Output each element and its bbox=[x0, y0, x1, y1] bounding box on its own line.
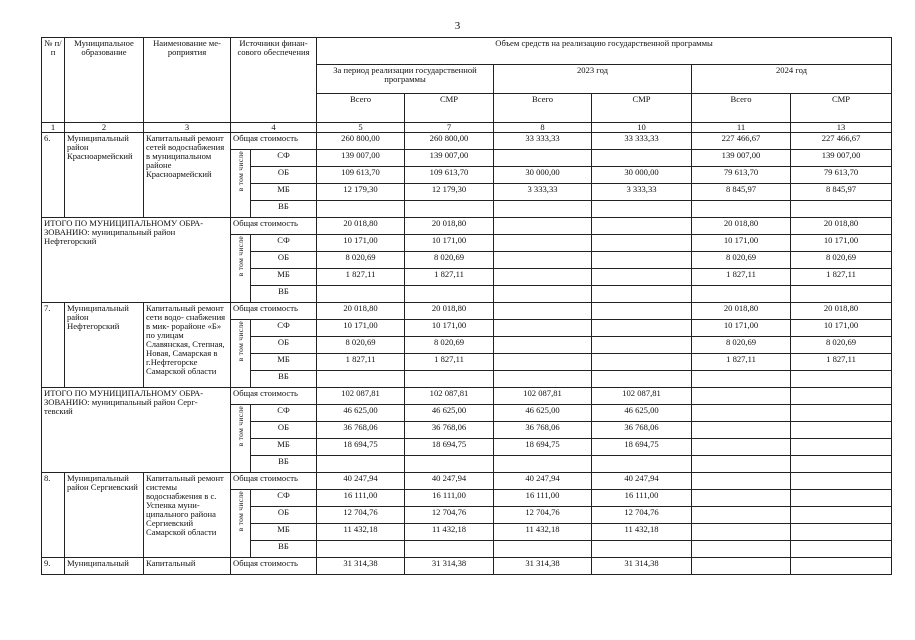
amount-cell: 18 694,75 bbox=[494, 439, 592, 456]
column-number: 11 bbox=[692, 123, 791, 133]
amount-cell bbox=[791, 371, 892, 388]
amount-cell bbox=[692, 422, 791, 439]
amount-cell bbox=[791, 473, 892, 490]
amount-cell bbox=[791, 507, 892, 524]
amount-cell bbox=[494, 337, 592, 354]
amount-cell bbox=[494, 218, 592, 235]
amount-cell bbox=[405, 371, 494, 388]
amount-cell bbox=[592, 286, 692, 303]
amount-cell: 31 314,38 bbox=[592, 558, 692, 575]
amount-cell: 11 432,18 bbox=[317, 524, 405, 541]
amount-cell: 10 171,00 bbox=[405, 235, 494, 252]
amount-cell bbox=[692, 507, 791, 524]
amount-cell bbox=[592, 201, 692, 218]
amount-cell: 8 020,69 bbox=[317, 337, 405, 354]
amount-cell: 40 247,94 bbox=[592, 473, 692, 490]
total-cost-label: Общая стоимость bbox=[231, 388, 317, 405]
amount-cell bbox=[494, 252, 592, 269]
in-that-number-text: в том числе bbox=[235, 321, 245, 362]
header-period-smr: СМР bbox=[405, 94, 494, 123]
amount-cell bbox=[592, 269, 692, 286]
amount-cell: 46 625,00 bbox=[405, 405, 494, 422]
amount-cell: 8 020,69 bbox=[692, 252, 791, 269]
amount-cell bbox=[692, 405, 791, 422]
amount-cell: 3 333,33 bbox=[592, 184, 692, 201]
amount-cell: 8 020,69 bbox=[317, 252, 405, 269]
amount-cell bbox=[592, 303, 692, 320]
header-year-2023: 2023 год bbox=[494, 65, 692, 94]
amount-cell bbox=[494, 354, 592, 371]
amount-cell: 10 171,00 bbox=[791, 235, 892, 252]
header-row-1 bbox=[42, 38, 892, 65]
amount-cell: 10 171,00 bbox=[692, 235, 791, 252]
amount-cell bbox=[317, 201, 405, 218]
amount-cell bbox=[692, 439, 791, 456]
in-that-number-label bbox=[231, 150, 251, 218]
amount-cell: 10 171,00 bbox=[791, 320, 892, 337]
amount-cell bbox=[592, 252, 692, 269]
amount-cell bbox=[791, 286, 892, 303]
amount-cell: 11 432,18 bbox=[405, 524, 494, 541]
amount-cell: 40 247,94 bbox=[405, 473, 494, 490]
row-number: 8. bbox=[42, 473, 65, 558]
amount-cell: 11 432,18 bbox=[494, 524, 592, 541]
measure-name: Капитальный ремонт сетей водоснабжения в муниципальном районе Красноармейский bbox=[144, 133, 231, 218]
header-year-2024: 2024 год bbox=[692, 65, 892, 94]
amount-cell bbox=[494, 286, 592, 303]
amount-cell: 1 827,11 bbox=[317, 269, 405, 286]
column-number-row bbox=[42, 123, 892, 133]
header-period-all: Всего bbox=[317, 94, 405, 123]
column-number: 10 bbox=[592, 123, 692, 133]
amount-cell: 20 018,80 bbox=[317, 303, 405, 320]
amount-cell: 16 111,00 bbox=[405, 490, 494, 507]
funding-source-label: ОБ bbox=[251, 337, 317, 354]
amount-cell: 1 827,11 bbox=[791, 269, 892, 286]
amount-cell: 12 704,76 bbox=[317, 507, 405, 524]
header-measure: Наименование ме- роприятия bbox=[144, 38, 231, 123]
amount-cell: 46 625,00 bbox=[317, 405, 405, 422]
amount-cell bbox=[494, 235, 592, 252]
column-number: 8 bbox=[494, 123, 592, 133]
column-number: 4 bbox=[231, 123, 317, 133]
row-number: 9. bbox=[42, 558, 65, 575]
amount-cell bbox=[791, 388, 892, 405]
amount-cell bbox=[592, 354, 692, 371]
amount-cell bbox=[692, 558, 791, 575]
amount-cell: 20 018,80 bbox=[791, 218, 892, 235]
amount-cell: 11 432,18 bbox=[592, 524, 692, 541]
amount-cell: 20 018,80 bbox=[791, 303, 892, 320]
amount-cell: 20 018,80 bbox=[405, 303, 494, 320]
amount-cell: 227 466,67 bbox=[692, 133, 791, 150]
total-label: ИТОГО ПО МУНИЦИПАЛЬНОМУ ОБРА- ЗОВАНИЮ: муниципальный район Серг- тевский bbox=[42, 388, 231, 473]
amount-cell: 18 694,75 bbox=[405, 439, 494, 456]
amount-cell: 8 020,69 bbox=[405, 337, 494, 354]
funding-source-label: ВБ bbox=[251, 201, 317, 218]
funding-source-label: ОБ bbox=[251, 422, 317, 439]
amount-cell: 79 613,70 bbox=[692, 167, 791, 184]
amount-cell: 139 007,00 bbox=[405, 150, 494, 167]
amount-cell bbox=[592, 541, 692, 558]
amount-cell: 10 171,00 bbox=[317, 235, 405, 252]
funding-source-label: СФ bbox=[251, 320, 317, 337]
amount-cell: 20 018,80 bbox=[317, 218, 405, 235]
amount-cell bbox=[592, 150, 692, 167]
amount-cell: 30 000,00 bbox=[592, 167, 692, 184]
header-2024-smr: СМР bbox=[791, 94, 892, 123]
amount-cell: 139 007,00 bbox=[317, 150, 405, 167]
amount-cell: 46 625,00 bbox=[494, 405, 592, 422]
amount-cell bbox=[592, 371, 692, 388]
amount-cell: 30 000,00 bbox=[494, 167, 592, 184]
municipality-name: Муниципальный район Красноармейский bbox=[65, 133, 144, 218]
total-cost-label: Общая стоимость bbox=[231, 303, 317, 320]
amount-cell: 31 314,38 bbox=[494, 558, 592, 575]
amount-cell: 227 466,67 bbox=[791, 133, 892, 150]
amount-cell: 18 694,75 bbox=[592, 439, 692, 456]
amount-cell: 1 827,11 bbox=[405, 354, 494, 371]
funding-source-label: ОБ bbox=[251, 167, 317, 184]
column-number: 2 bbox=[65, 123, 144, 133]
amount-cell: 8 845,97 bbox=[692, 184, 791, 201]
table-row bbox=[42, 473, 892, 490]
total-cost-label: Общая стоимость bbox=[231, 558, 317, 575]
amount-cell: 102 087,81 bbox=[494, 388, 592, 405]
amount-cell: 20 018,80 bbox=[692, 218, 791, 235]
amount-cell: 20 018,80 bbox=[692, 303, 791, 320]
amount-cell: 36 768,06 bbox=[317, 422, 405, 439]
amount-cell bbox=[317, 456, 405, 473]
amount-cell bbox=[317, 371, 405, 388]
measure-name: Капитальный bbox=[144, 558, 231, 575]
amount-cell bbox=[494, 150, 592, 167]
funding-source-label: ОБ bbox=[251, 252, 317, 269]
in-that-number-label bbox=[231, 405, 251, 473]
amount-cell bbox=[494, 303, 592, 320]
measure-name: Капитальный ремонт сети водо- снабжения в мик- рорайоне «Б» по улицам Славянская, Степная, Новая, Самарская в г.Нефтегорске Самарской области bbox=[144, 303, 231, 388]
funding-source-label: СФ bbox=[251, 490, 317, 507]
amount-cell: 12 704,76 bbox=[494, 507, 592, 524]
amount-cell: 36 768,06 bbox=[405, 422, 494, 439]
header-num: № п/п bbox=[42, 38, 65, 123]
amount-cell: 16 111,00 bbox=[494, 490, 592, 507]
amount-cell: 33 333,33 bbox=[592, 133, 692, 150]
in-that-number-text: в том числе bbox=[235, 236, 245, 277]
amount-cell: 3 333,33 bbox=[494, 184, 592, 201]
amount-cell bbox=[692, 388, 791, 405]
amount-cell bbox=[692, 490, 791, 507]
amount-cell: 40 247,94 bbox=[494, 473, 592, 490]
amount-cell: 109 613,70 bbox=[317, 167, 405, 184]
row-number: 6. bbox=[42, 133, 65, 218]
amount-cell: 8 020,69 bbox=[692, 337, 791, 354]
amount-cell bbox=[494, 269, 592, 286]
amount-cell bbox=[494, 371, 592, 388]
header-2023-smr: СМР bbox=[592, 94, 692, 123]
amount-cell bbox=[791, 201, 892, 218]
amount-cell bbox=[791, 558, 892, 575]
total-row bbox=[42, 218, 892, 235]
amount-cell: 1 827,11 bbox=[405, 269, 494, 286]
amount-cell bbox=[405, 286, 494, 303]
amount-cell bbox=[592, 218, 692, 235]
header-volume: Объем средств на реализацию государственной программы bbox=[317, 38, 892, 65]
funding-source-label: СФ bbox=[251, 235, 317, 252]
amount-cell bbox=[692, 541, 791, 558]
amount-cell bbox=[592, 456, 692, 473]
municipality-name: Муниципальный bbox=[65, 558, 144, 575]
header-2023-all: Всего bbox=[494, 94, 592, 123]
amount-cell: 1 827,11 bbox=[791, 354, 892, 371]
amount-cell bbox=[405, 201, 494, 218]
municipality-name: Муниципальный район Сергиевский bbox=[65, 473, 144, 558]
header-period-total: За период реализации государственной программы bbox=[317, 65, 494, 94]
in-that-number-label bbox=[231, 490, 251, 558]
amount-cell bbox=[692, 456, 791, 473]
amount-cell: 260 800,00 bbox=[317, 133, 405, 150]
amount-cell: 8 020,69 bbox=[791, 252, 892, 269]
row-number: 7. bbox=[42, 303, 65, 388]
amount-cell bbox=[692, 473, 791, 490]
amount-cell bbox=[791, 541, 892, 558]
program-funding-table bbox=[41, 37, 892, 575]
amount-cell: 10 171,00 bbox=[317, 320, 405, 337]
amount-cell bbox=[317, 286, 405, 303]
amount-cell: 102 087,81 bbox=[592, 388, 692, 405]
amount-cell: 10 171,00 bbox=[692, 320, 791, 337]
funding-source-label: ОБ bbox=[251, 507, 317, 524]
header-sources: Источники финан- сового обеспечения bbox=[231, 38, 317, 123]
funding-source-label: ВБ bbox=[251, 371, 317, 388]
amount-cell: 139 007,00 bbox=[791, 150, 892, 167]
in-that-number-label bbox=[231, 320, 251, 388]
amount-cell: 79 613,70 bbox=[791, 167, 892, 184]
amount-cell bbox=[692, 524, 791, 541]
amount-cell bbox=[791, 405, 892, 422]
amount-cell: 12 179,30 bbox=[405, 184, 494, 201]
funding-source-label: ВБ bbox=[251, 286, 317, 303]
funding-source-label: СФ bbox=[251, 405, 317, 422]
amount-cell: 12 179,30 bbox=[317, 184, 405, 201]
amount-cell bbox=[494, 201, 592, 218]
column-number: 5 bbox=[317, 123, 405, 133]
funding-source-label: ВБ bbox=[251, 541, 317, 558]
amount-cell: 20 018,80 bbox=[405, 218, 494, 235]
amount-cell: 1 827,11 bbox=[317, 354, 405, 371]
amount-cell: 109 613,70 bbox=[405, 167, 494, 184]
header-2024-all: Всего bbox=[692, 94, 791, 123]
amount-cell: 8 845,97 bbox=[791, 184, 892, 201]
total-cost-label: Общая стоимость bbox=[231, 473, 317, 490]
amount-cell: 139 007,00 bbox=[692, 150, 791, 167]
amount-cell: 36 768,06 bbox=[494, 422, 592, 439]
funding-source-label: МБ bbox=[251, 184, 317, 201]
in-that-number-label bbox=[231, 235, 251, 303]
amount-cell: 12 704,76 bbox=[592, 507, 692, 524]
amount-cell bbox=[791, 439, 892, 456]
amount-cell: 16 111,00 bbox=[592, 490, 692, 507]
funding-source-label: МБ bbox=[251, 524, 317, 541]
amount-cell: 12 704,76 bbox=[405, 507, 494, 524]
amount-cell: 40 247,94 bbox=[317, 473, 405, 490]
measure-name: Капитальный ремонт системы водоснабжения в с. Успенка муни- ципального района Сергиевский Самарской области bbox=[144, 473, 231, 558]
total-cost-label: Общая стоимость bbox=[231, 218, 317, 235]
amount-cell: 33 333,33 bbox=[494, 133, 592, 150]
amount-cell bbox=[494, 320, 592, 337]
column-number: 3 bbox=[144, 123, 231, 133]
total-row bbox=[42, 388, 892, 405]
amount-cell: 1 827,11 bbox=[692, 354, 791, 371]
amount-cell bbox=[494, 456, 592, 473]
amount-cell bbox=[317, 541, 405, 558]
amount-cell: 46 625,00 bbox=[592, 405, 692, 422]
total-cost-label: Общая стоимость bbox=[231, 133, 317, 150]
funding-source-label: ВБ bbox=[251, 456, 317, 473]
funding-source-label: СФ bbox=[251, 150, 317, 167]
amount-cell bbox=[791, 422, 892, 439]
in-that-number-text: в том числе bbox=[235, 406, 245, 447]
amount-cell bbox=[692, 286, 791, 303]
amount-cell: 102 087,81 bbox=[317, 388, 405, 405]
amount-cell: 102 087,81 bbox=[405, 388, 494, 405]
amount-cell bbox=[494, 541, 592, 558]
amount-cell bbox=[592, 235, 692, 252]
amount-cell bbox=[692, 201, 791, 218]
total-label: ИТОГО ПО МУНИЦИПАЛЬНОМУ ОБРА- ЗОВАНИЮ: муниципальный район Нефтегорский bbox=[42, 218, 231, 303]
amount-cell: 10 171,00 bbox=[405, 320, 494, 337]
amount-cell: 1 827,11 bbox=[692, 269, 791, 286]
amount-cell: 36 768,06 bbox=[592, 422, 692, 439]
funding-source-label: МБ bbox=[251, 269, 317, 286]
amount-cell bbox=[791, 524, 892, 541]
column-number: 1 bbox=[42, 123, 65, 133]
amount-cell bbox=[405, 541, 494, 558]
table-row bbox=[42, 133, 892, 150]
amount-cell: 8 020,69 bbox=[791, 337, 892, 354]
page-number: 3 bbox=[454, 20, 461, 32]
funding-source-label: МБ bbox=[251, 354, 317, 371]
amount-cell: 31 314,38 bbox=[405, 558, 494, 575]
amount-cell: 31 314,38 bbox=[317, 558, 405, 575]
table-row bbox=[42, 558, 892, 575]
municipality-name: Муниципальный район Нефтегорский bbox=[65, 303, 144, 388]
amount-cell bbox=[592, 337, 692, 354]
table-row bbox=[42, 303, 892, 320]
header-municipality: Муниципальное образование bbox=[65, 38, 144, 123]
in-that-number-text: в том числе bbox=[235, 151, 245, 192]
amount-cell bbox=[791, 456, 892, 473]
column-number: 7 bbox=[405, 123, 494, 133]
amount-cell: 18 694,75 bbox=[317, 439, 405, 456]
amount-cell bbox=[791, 490, 892, 507]
funding-source-label: МБ bbox=[251, 439, 317, 456]
amount-cell: 8 020,69 bbox=[405, 252, 494, 269]
column-number: 13 bbox=[791, 123, 892, 133]
amount-cell: 16 111,00 bbox=[317, 490, 405, 507]
amount-cell bbox=[692, 371, 791, 388]
amount-cell bbox=[405, 456, 494, 473]
amount-cell bbox=[592, 320, 692, 337]
amount-cell: 260 800,00 bbox=[405, 133, 494, 150]
in-that-number-text: в том числе bbox=[235, 491, 245, 532]
